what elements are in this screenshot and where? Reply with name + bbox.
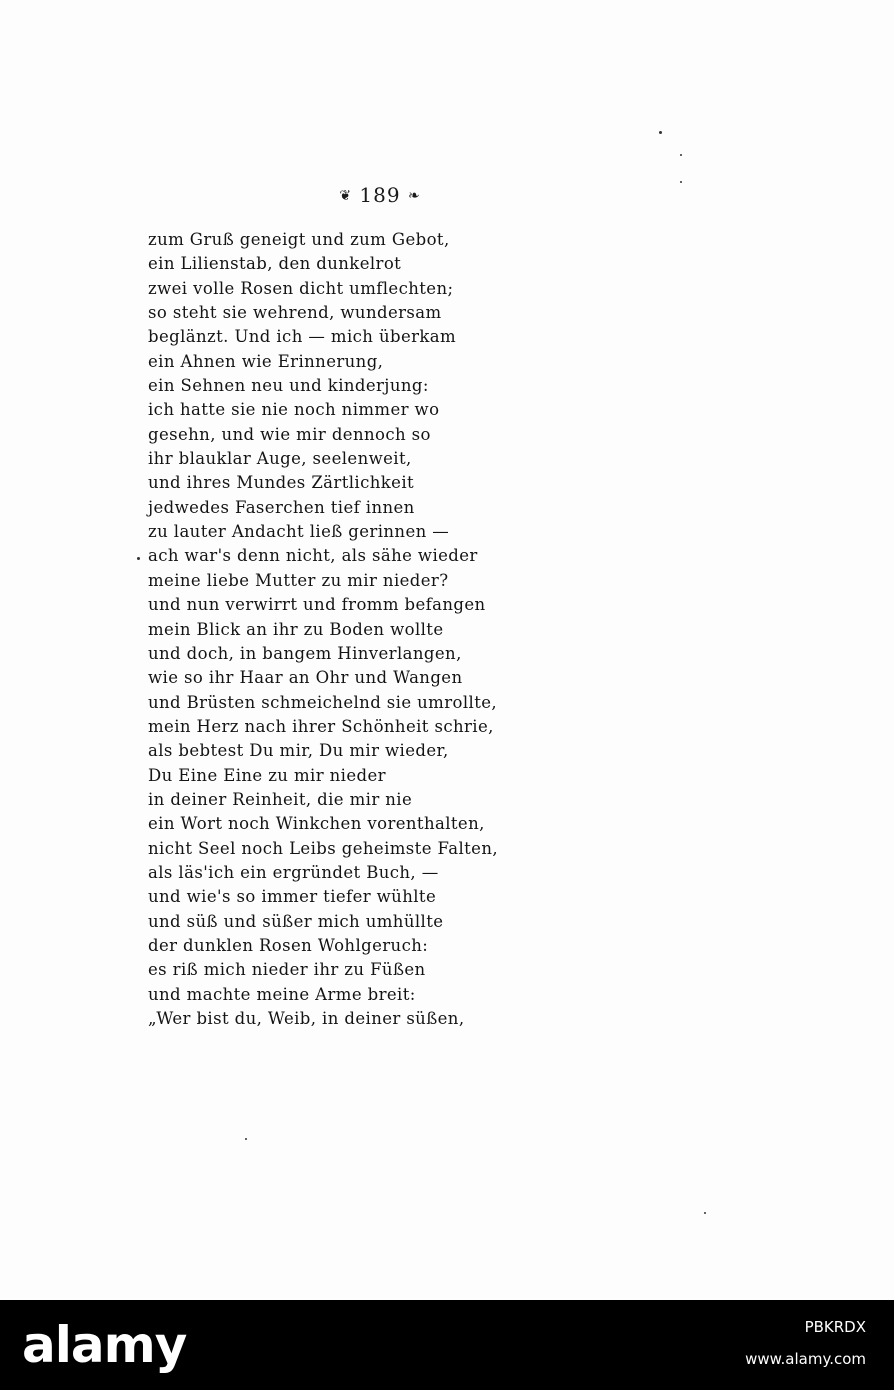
- page-number: 189: [359, 183, 401, 207]
- scan-speck: [704, 1212, 706, 1214]
- poem-line: und Brüsten schmeichelnd sie umrollte,: [148, 692, 498, 712]
- site-url: www.alamy.com: [745, 1350, 866, 1368]
- poem-line: gesehn, und wie mir dennoch so: [148, 424, 431, 444]
- poem-line: als bebtest Du mir, Du mir wieder,: [148, 741, 449, 761]
- scan-speck: [680, 154, 682, 156]
- poem-line: jedwedes Faserchen tief innen: [148, 497, 415, 517]
- poem-line: so steht sie wehrend, wundersam: [148, 303, 442, 323]
- poem-line: ein Wort noch Winkchen vorenthalten,: [148, 814, 485, 834]
- alamy-logo: [22, 1318, 186, 1372]
- poem-line: mein Herz nach ihrer Schönheit schrie,: [148, 716, 494, 736]
- poem-line: wie so ihr Haar an Ohr und Wangen: [148, 668, 463, 688]
- poem-line: und doch, in bangem Hinverlangen,: [148, 643, 462, 663]
- watermark-bar: [0, 1300, 894, 1390]
- scan-speck: [680, 181, 682, 183]
- ornament-right-icon: ❧: [407, 188, 421, 204]
- poem-line: ich hatte sie nie noch nimmer wo: [148, 400, 440, 420]
- poem-line: zwei volle Rosen dicht umflechten;: [148, 278, 454, 298]
- poem-line: und wie's so immer tiefer wühlte: [148, 887, 437, 907]
- poem-line: ihr blauklar Auge, seelenweit,: [148, 449, 412, 469]
- brand-wordmark: alamy: [22, 1316, 187, 1374]
- page-number-header: [0, 183, 760, 207]
- poem-line: und ihres Mundes Zärtlichkeit: [148, 473, 415, 493]
- poem-line: ein Ahnen wie Erinnerung,: [148, 351, 384, 371]
- poem-line: nicht Seel noch Leibs geheimste Falten,: [148, 838, 499, 858]
- poem-line: und machte meine Arme breit:: [148, 984, 416, 1004]
- poem-line: ein Lilienstab, den dunkelrot: [148, 254, 402, 274]
- poem-line: der dunklen Rosen Wohlgeruch:: [148, 935, 429, 955]
- poem-text: [148, 228, 528, 1031]
- poem-line: mein Blick an ihr zu Boden wollte: [148, 619, 444, 639]
- poem-line: ein Sehnen neu und kinderjung:: [148, 376, 429, 396]
- scan-speck: [659, 131, 662, 134]
- poem-line: meine liebe Mutter zu mir nieder?: [148, 570, 449, 590]
- poem-line: ach war's denn nicht, als sähe wieder: [148, 546, 478, 566]
- poem-line: und süß und süßer mich umhüllte: [148, 911, 444, 931]
- poem-line: als läs'ich ein ergründet Buch, —: [148, 862, 439, 882]
- ornament-left-icon: ❦: [339, 188, 353, 204]
- image-id: PBKRDX: [804, 1318, 866, 1336]
- poem-line: zu lauter Andacht ließ gerinnen —: [148, 522, 450, 542]
- poem-line: zum Gruß geneigt und zum Gebot,: [148, 230, 450, 249]
- poem-line: und nun verwirrt und fromm befangen: [148, 595, 486, 615]
- poem-line: beglänzt. Und ich — mich überkam: [148, 327, 457, 347]
- poem-line: es riß mich nieder ihr zu Füßen: [148, 960, 426, 980]
- scan-speck: [245, 1138, 247, 1140]
- poem-line: „Wer bist du, Weib, in deiner süßen,: [148, 1009, 465, 1028]
- poem-line: Du Eine Eine zu mir nieder: [148, 765, 386, 785]
- scan-speck: [137, 557, 140, 560]
- poem-line: in deiner Reinheit, die mir nie: [148, 789, 413, 809]
